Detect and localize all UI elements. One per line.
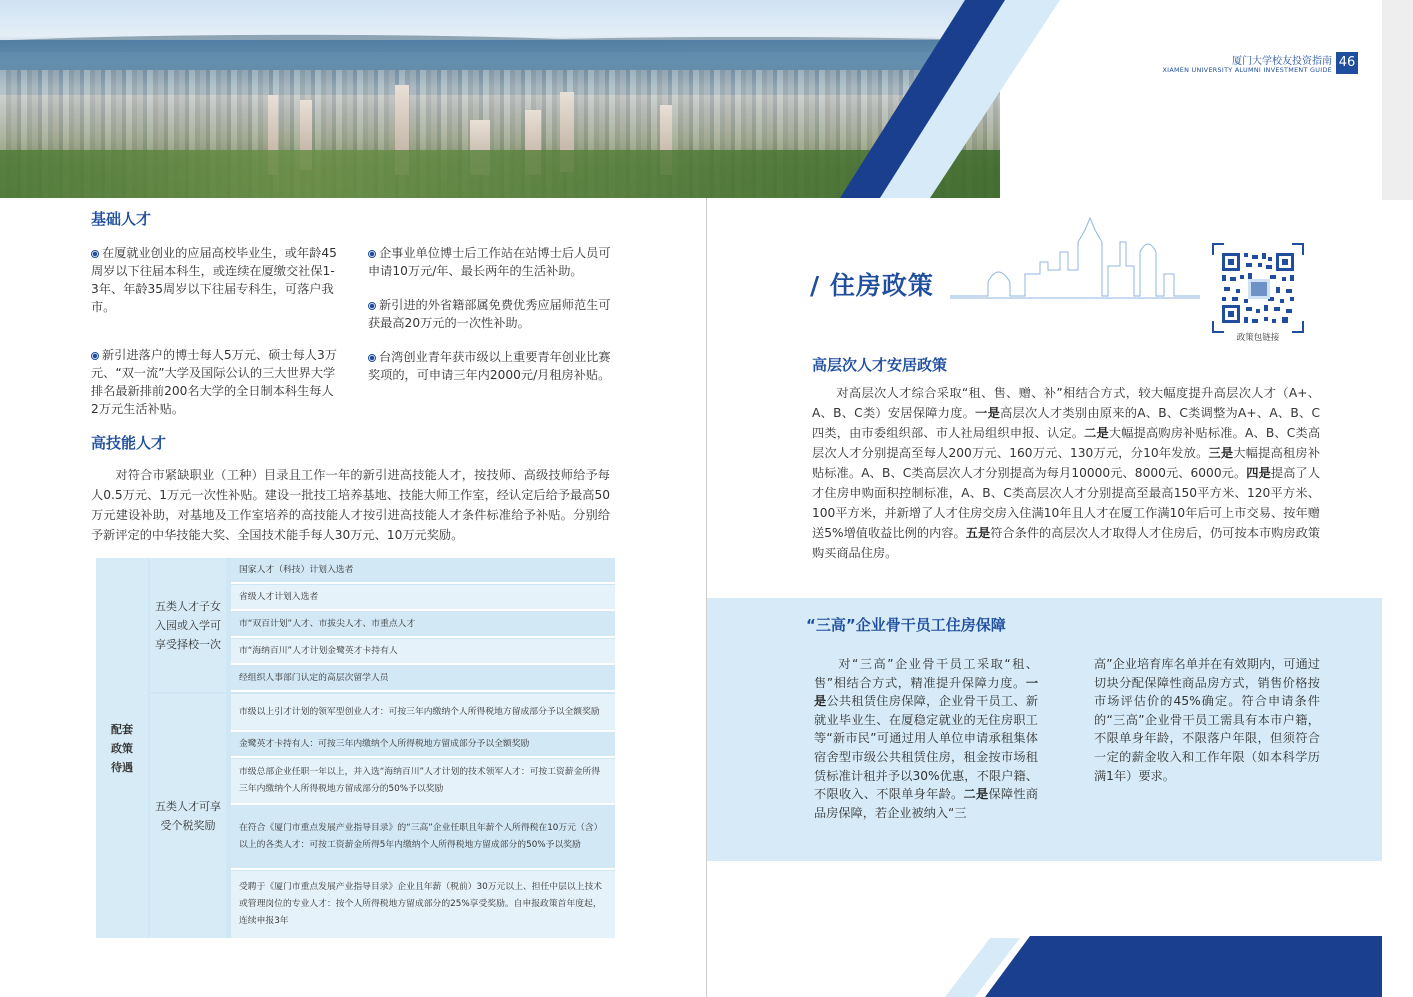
basic-talent-col2	[368, 244, 612, 384]
skyline-line-art	[950, 212, 1200, 302]
supporting-policy-table	[96, 558, 615, 938]
high-level-heading: 高层次人才安居政策	[812, 356, 948, 374]
table-row: 经组织人事部门认定的高层次留学人员	[231, 666, 615, 692]
bullet-icon	[368, 354, 376, 362]
green-foreground	[0, 150, 1000, 198]
qr-caption: 政策包链接	[1236, 333, 1280, 343]
table-row: 在符合《厦门市重点发展产业指导目录》的“三高”企业任职且年薪个人所得税在10万元（含）以上的各类人才：可按工资薪金所得5年内缴纳个人所得税地方留成部分的50%予以奖励	[231, 806, 615, 870]
table-row: 金鹭英才卡持有人：可按三年内缴纳个人所得税地方留成部分予以全额奖励	[231, 733, 615, 758]
table-row: 国家人才（科技）计划入选者	[231, 558, 615, 584]
table-row: 受聘于《厦门市重点发展产业指导目录》企业且年薪（税前）30万元以上、担任中层以上技术或管理岗位的专业人才：按个人所得税地方留成部分的25%享受奖励。自申报政策首年度起，连续申报3年	[231, 871, 615, 938]
three-high-col2: 高”企业培育库名单并在有效期内，可通过切块分配保障性商品房方式，销售价格按市场评估价的45%确定。符合申请条件的“三高”企业骨干员工需具有本市户籍，不限单身年龄，不限落户年限，但须符合一定的薪金收入和工作年限（如本科学历满1年）要求。	[1094, 657, 1320, 783]
bullet-icon	[91, 250, 99, 258]
qr-code-icon[interactable]	[1212, 243, 1304, 333]
table-side-label: 配套政策待遇	[96, 558, 148, 938]
skilled-talent-paragraph: 对符合市紧缺职业（工种）目录且工作一年的新引进高技能人才，按技师、高级技师给予每人0.5万元、1万元一次性补贴。建设一批技工培养基地、技能大师工作室，经认定后给予最高50万元建设补助，对基地及工作室培养的高技能人才按引进高技能人才条件标准给予补贴。分别给予新评定的中华技能大奖、全国技术能手每人30万元、10万元奖励。	[91, 468, 610, 542]
city-skyline-photo	[0, 0, 1000, 198]
list-item: 新引进的外省籍部属免费优秀应届师范生可获最高20万元的一次性补助。	[368, 298, 611, 330]
table-category: 五类人才可享受个税奖励	[150, 694, 226, 938]
bullet-icon	[91, 352, 99, 360]
list-item: 台湾创业青年获市级以上重要青年创业比赛奖项的，可申请三年内2000元/月租房补贴。	[368, 350, 611, 382]
guide-title: 厦门大学校友投资指南	[1232, 56, 1332, 67]
housing-policy-title: / 住房政策	[810, 271, 934, 300]
table-row: 市“双百计划”人才、市拔尖人才、市重点人才	[231, 612, 615, 638]
basic-talent-col1	[91, 244, 337, 418]
guide-subtitle: XIAMEN UNIVERSITY ALUMNI INVESTMENT GUIDE	[1162, 66, 1332, 74]
list-item: 企事业单位博士后工作站在站博士后人员可申请10万元/年、最长两年的生活补助。	[368, 246, 611, 278]
table-category: 五类人才子女入园或入学可享受择校一次	[150, 558, 226, 692]
page-number: 46	[1336, 52, 1358, 74]
high-level-paragraph: 对高层次人才综合采取“租、售、赠、补”相结合方式，较大幅度提升高层次人才（A+、A、B、C类）安居保障力度。一是高层次人才类别由原来的A、B、C类调整为A+、A、B、C四类，由市委组织部、市人社局组织申报、认定。二是大幅提高购房补贴标准。A、B、C类高层次人才分别提高至每人200万元、160万元、130万元，分10年发放。三是大幅提高租房补贴标准。A、B、C类高层次人才分别提高为每月10000元、8000元、6000元。四是提高了人才住房申购面积控制标准，A、B、C类高层次人才分别提高至最高150平方米、120平方米、100平方米，并新增了人才住房交房入住满10年且人才在厦工作满10年后可上市交易、按年赠送5%增值收益比例的内容。五是符合条件的高层次人才取得人才住房后，仍可按本市购房政策购买商品住房。	[812, 386, 1321, 560]
basic-talent-heading: 基础人才	[91, 210, 152, 228]
list-item: 新引进落户的博士每人5万元、硕士每人3万元、“双一流”大学及国际公认的三大世界大学排名最新排前200名大学的全日制本科生每人2万元生活补贴。	[91, 348, 337, 416]
table-row: 省级人才计划入选者	[231, 585, 615, 611]
skilled-talent-heading: 高技能人才	[91, 434, 167, 452]
list-item: 在厦就业创业的应届高校毕业生，或年龄45周岁以下往届本科生，或连续在厦缴交社保1-3年、年龄35周岁以下往届专科生，可落户我市。	[91, 246, 337, 314]
table-row: 市“海纳百川”人才计划金鹭英才卡持有人	[231, 639, 615, 665]
bullet-icon	[368, 302, 376, 310]
bullet-icon	[368, 250, 376, 258]
three-high-col1: 对“三高”企业骨干员工采取“租、售”相结合方式，精准提升保障力度。一是公共租赁住房保障，企业骨干员工、新就业毕业生、在厦稳定就业的无住房职工等“新市民”可通过用人单位申请承租集体宿舍型市级公共租赁住房，租金按市场租赁标准计租并予以30%优惠，不限户籍、不限收入、不限单身年龄。二是保障性商品房保障，若企业被纳入“三	[814, 657, 1039, 820]
table-row: 市级总部企业任职一年以上，并入选“海纳百川”人才计划的技术领军人才：可按工资薪金所得三年内缴纳个人所得税地方留成部分的50%予以奖励	[231, 759, 615, 805]
three-high-heading: “三高”企业骨干员工住房保障	[806, 616, 1006, 634]
table-row: 市级以上引才计划的领军型创业人才：可按三年内缴纳个人所得税地方留成部分予以全额奖励	[231, 694, 615, 732]
